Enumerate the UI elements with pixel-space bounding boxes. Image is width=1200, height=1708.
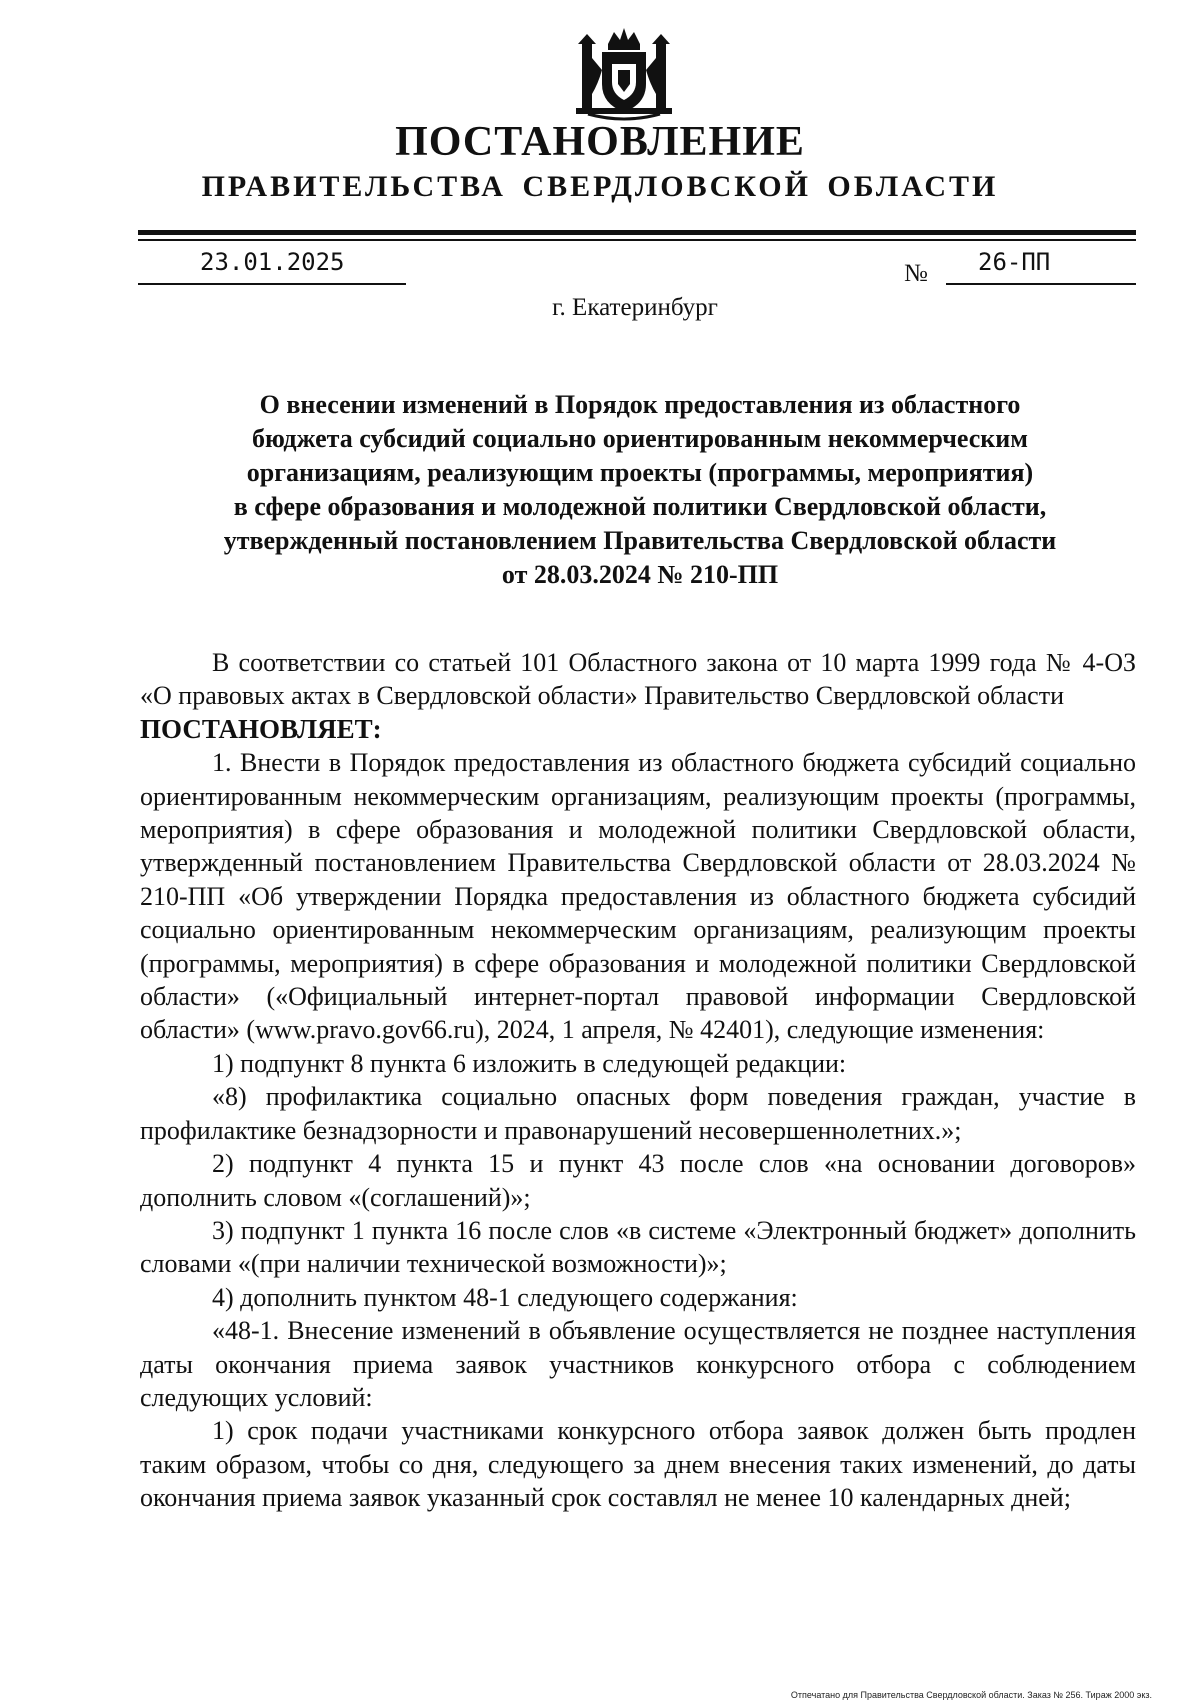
preamble-paragraph: В соответствии со статьей 101 Областного закона от 10 марта 1999 года № 4-ОЗ «О правовых актах в Свердловской области» Правительство Свердловской области xyxy=(140,648,1136,711)
document-number: 26-ПП xyxy=(978,248,1051,276)
paragraph-item-1: 1. Внести в Порядок предоставления из областного бюджета субсидий социально ориентированным некоммерческим организациям, реализующим проекты (программы, мероприятия) в сфере образования и молодежной политики Свердловской области, утвержденный постановлением Правительства Свердловской области от 28.03.2024 № 210-ПП «Об утверждении Порядка предоставления из областного бюджета субсидий социально ориентированным некоммерческим организациям, реализующим проекты (программы, мероприятия) в сфере образования и молодежной политики Свердловской области» («Официальный интернет-портал правовой информации Свердловской области» (www.pravo.gov66.ru), 2024, 1 апреля, № 42401), следующие изменения: xyxy=(140,748,1136,1045)
number-sign: № xyxy=(904,260,928,287)
subject-line: утвержденный постановлением Правительства Свердловской области xyxy=(223,526,1057,555)
subitem-1: 1) подпункт 8 пункта 6 изложить в следующей редакции: xyxy=(212,1048,847,1078)
subitem-2: 2) подпункт 4 пункта 15 и пункт 43 после слов «на основании договоров» дополнить словом «(соглашений)»; xyxy=(140,1149,1136,1212)
subject-line: организациям, реализующим проекты (программы, мероприятия) xyxy=(246,458,1034,487)
subitem-4-point-1: 1) срок подачи участниками конкурсного отбора заявок должен быть продлен таким образом, чтобы со дня, следующего за днем внесения таких изменений, до даты окончания приема заявок указанный срок составлял не менее 10 календарных дней; xyxy=(140,1416,1136,1513)
subject-line: от 28.03.2024 № 210-ПП xyxy=(501,560,779,589)
date-underline xyxy=(138,283,406,285)
coat-of-arms-icon xyxy=(568,24,680,124)
subitem-3: 3) подпункт 1 пункта 16 после слов «в системе «Электронный бюджет» дополнить словами «(при наличии технической возможности)»; xyxy=(140,1215,1136,1279)
document-subject xyxy=(150,388,1130,592)
print-note: Отпечатано для Правительства Свердловской области. Заказ № 256. Тираж 2000 экз. xyxy=(790,1690,1152,1700)
subject-line: О внесении изменений в Порядок предоставления из областного xyxy=(259,390,1021,419)
subitem-4-text: «48-1. Внесение изменений в объявление осуществляется не позднее наступления даты окончания приема заявок участников конкурсного отбора с соблюдением следующих условий: xyxy=(140,1316,1136,1412)
decree-word: ПОСТАНОВЛЯЕТ: xyxy=(140,713,382,744)
document-date: 23.01.2025 xyxy=(200,248,345,276)
header-rule-thick xyxy=(138,230,1136,235)
document-body xyxy=(140,646,1136,1515)
number-underline xyxy=(946,283,1136,285)
header-rule-thin xyxy=(138,239,1136,241)
subitem-1-text: «8) профилактика социально опасных форм поведения граждан, участие в профилактике безнадзорности и правонарушений несовершеннолетних.»; xyxy=(140,1082,1136,1145)
issuer: ПРАВИТЕЛЬСТВА СВЕРДЛОВСКОЙ ОБЛАСТИ xyxy=(201,170,999,203)
document-type: ПОСТАНОВЛЕНИЕ xyxy=(395,119,805,165)
city: г. Екатеринбург xyxy=(552,294,718,321)
subject-line: бюджета субсидий социально ориентированным некоммерческим xyxy=(252,424,1028,453)
subject-line: в сфере образования и молодежной политики Свердловской области, xyxy=(233,492,1047,521)
subitem-4: 4) дополнить пунктом 48-1 следующего содержания: xyxy=(212,1282,798,1312)
